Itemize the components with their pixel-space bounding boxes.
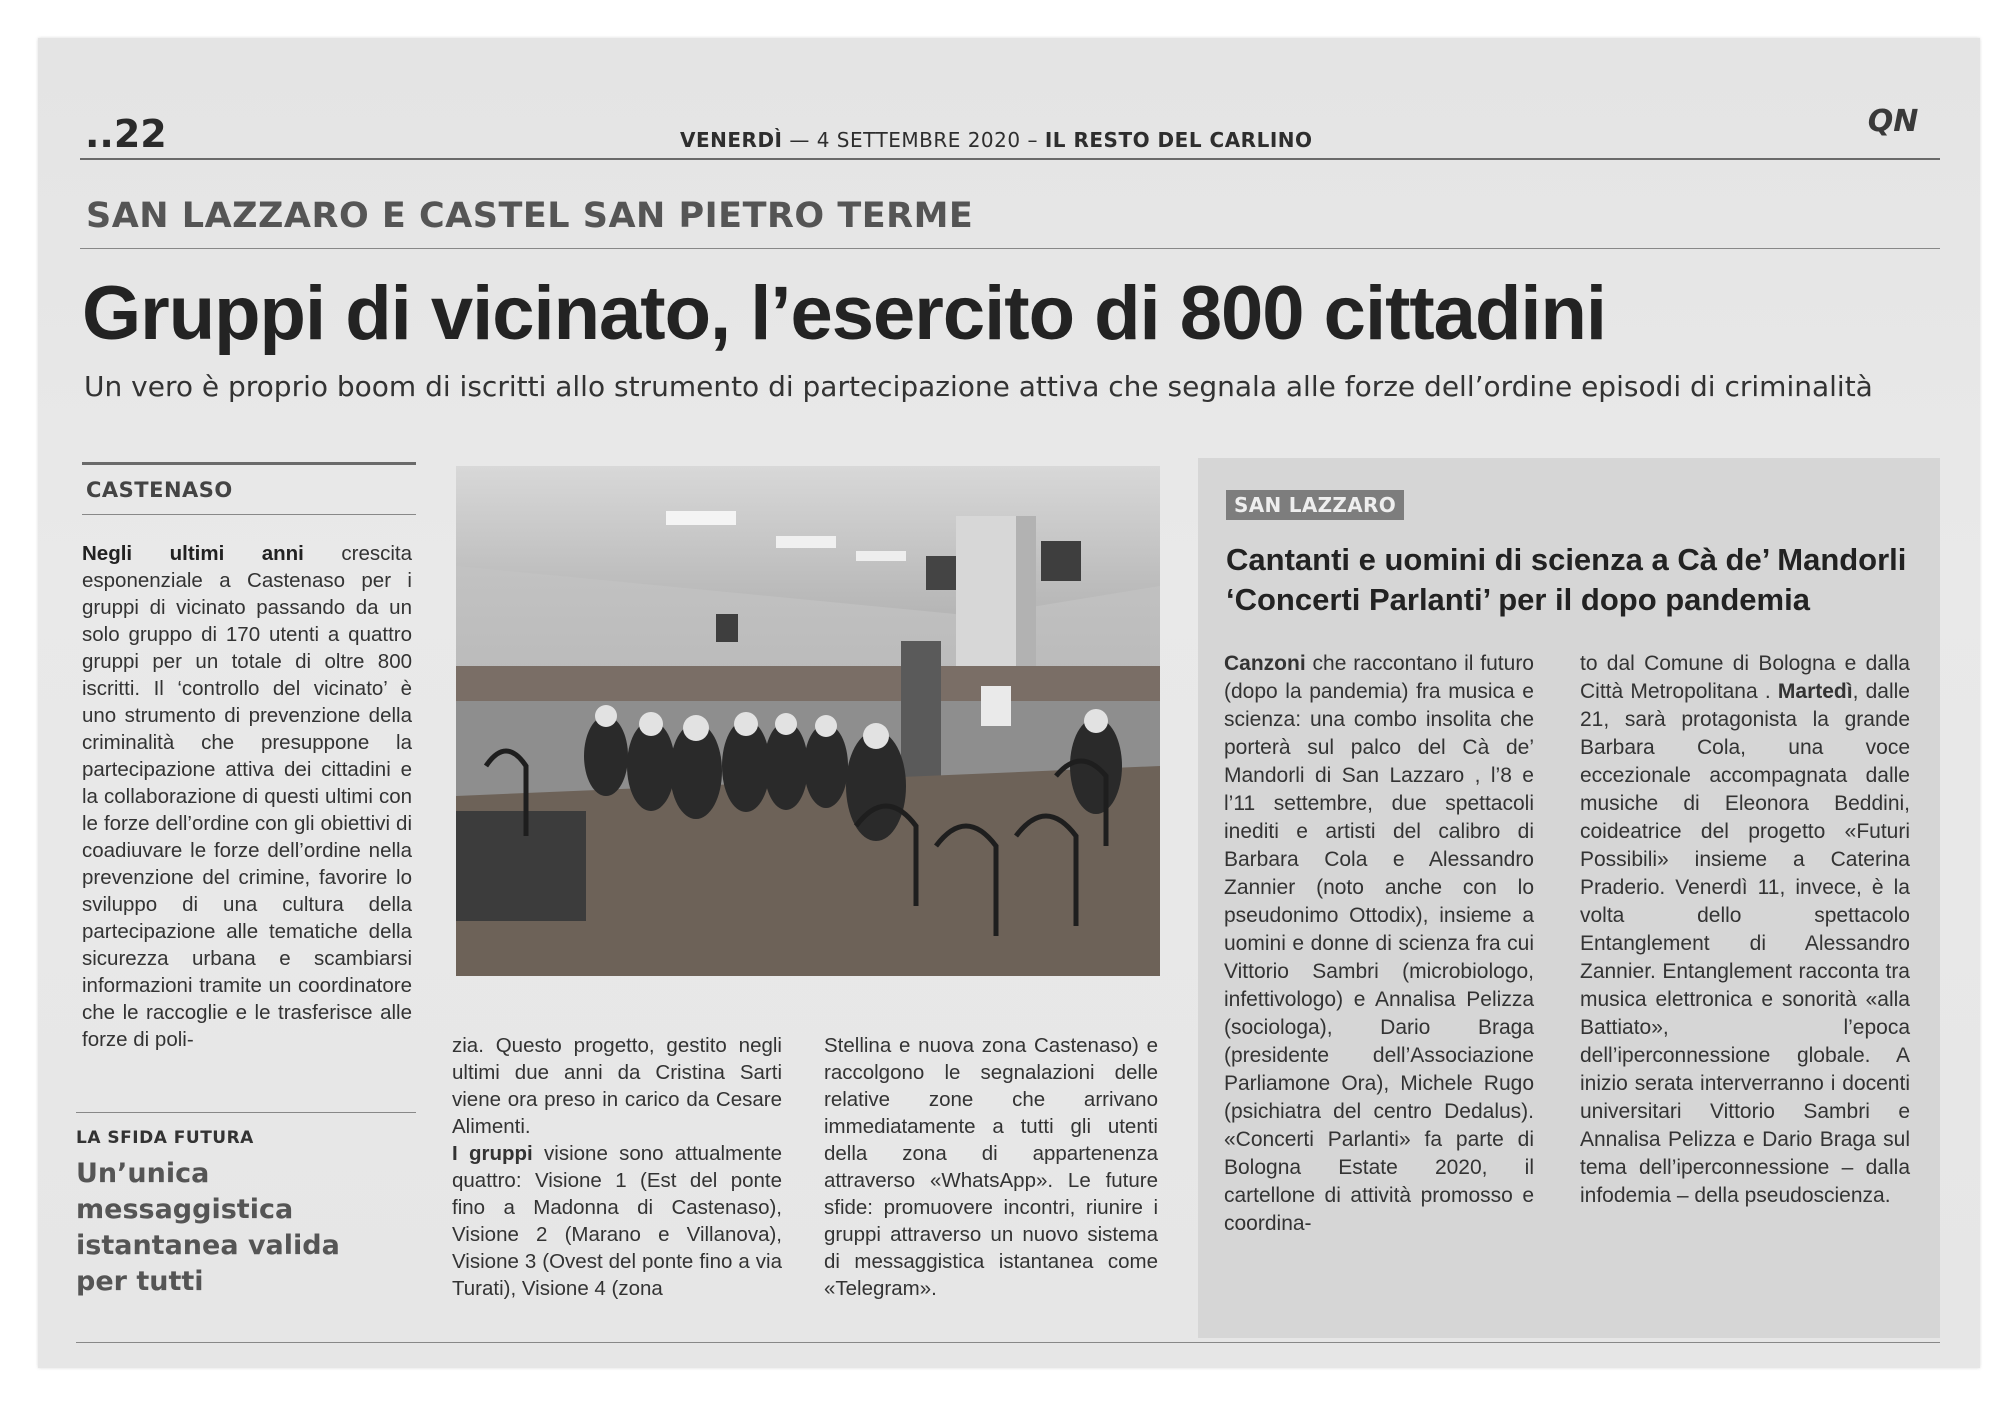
dateline-day: VENERDÌ <box>680 128 783 152</box>
middle-a-paragraph1: zia. Questo progetto, gestito negli ultimi due anni da Cristina Sarti viene ora preso in carico da Cesare Alimenti. <box>452 1034 782 1138</box>
dateline-dash2: – <box>1027 128 1038 152</box>
left-column-body <box>82 540 412 1053</box>
box-column-2 <box>1580 650 1910 1210</box>
box-title <box>1226 540 1926 620</box>
box-col1-lead: Canzoni <box>1224 652 1306 675</box>
middle-column-a <box>452 1032 782 1302</box>
box-col1-text: che raccontano il futuro (dopo la pandemia) fra musica e scienza: una combo insolita che porterà sul palco del Cà de’ Mandorli di San Lazzaro , l’8 e l’11 settembre, due spettacoli inediti e artisti del calibro di Barbara Cola e Alessandro Zannier (noto anche con lo pseudonimo Ottodix), insieme a uomini e donne di scienza fra cui Vittorio Sambri (microbiologo, infettivologo) e Annalisa Pelizza (sociologa), Dario Braga (presidente dell’Associazione Parliamone Ora), Michele Rugo (psichiatra del centro Dedalus). «Concerti Parlanti» fa parte di Bologna Estate 2020, il cartellone di attività promosso e coordina- <box>1224 652 1534 1235</box>
box-column-1 <box>1224 650 1534 1238</box>
sidebar-rule <box>76 1112 416 1113</box>
sidebar-kicker: LA SFIDA FUTURA <box>76 1128 254 1148</box>
middle-column-b: Stellina e nuova zona Castenaso) e raccolgono le segnalazioni delle relative zone che arrivano immediatamente a tutti gli utenti della zona di appartenenza attraverso «WhatsApp». Le future sfide: promuovere incontri, riunire i gruppi attraverso un nuovo sistema di messaggistica istantanea come «Telegram». <box>824 1034 1158 1300</box>
svg-text:QN: QN <box>1867 104 1919 138</box>
middle-a-paragraph2: visione sono attualmente quattro: Visione 1 (Est del ponte fino a Madonna di Castenaso), Visione 2 (Marano e Villanova), Visione 3 (Ovest del ponte fino a via Turati), Visione 4 (zona <box>452 1142 782 1300</box>
newspaper-name: IL RESTO DEL CARLINO <box>1044 128 1313 152</box>
dateline-date: 4 SETTEMBRE 2020 <box>816 128 1021 152</box>
qn-logo-icon <box>1852 104 1934 138</box>
dateline <box>680 128 1313 152</box>
left-lead: Negli ultimi anni <box>82 542 304 565</box>
footer-rule <box>76 1342 1940 1343</box>
box-col2-text-b: , dalle 21, sarà protagonista la grande Barbara Cola, una voce eccezionale accompagnata dalle musiche di Eleonora Beddini, coideatrice del progetto «Futuri Possibili» insieme a Caterina Praderio. Venerdì 11, invece, è la volta dello spettacolo Entanglement di Alessandro Zannier. Entanglement racconta tra musica elettronica e sonorità «alla Battiato», l’epoca dell’iperconnessione globale. A inizio serata interverranno i docenti universitari Vittorio Sambri e Annalisa Pelizza e Dario Braga sul tema dell’iperconnessione – dalla infodemia – della pseudoscienza. <box>1580 680 1910 1207</box>
headline: Gruppi di vicinato, l’esercito di 800 cittadini <box>82 271 1607 356</box>
dateline-dash: — <box>789 128 810 152</box>
box-col2-text-a: to dal Comune di Bologna e dalla Città Metropolitana . <box>1580 652 1910 703</box>
page-number: ..22 <box>85 112 167 156</box>
meeting-room-photo <box>456 466 1160 976</box>
middle-a-lead: I gruppi <box>452 1142 533 1165</box>
box-col2-lead: Martedì <box>1777 680 1853 703</box>
subheadline: Un vero è proprio boom di iscritti allo strumento di partecipazione attiva che segnala alle forze dell’ordine episodi di criminalità <box>84 370 1873 403</box>
box-title-line2: ‘Concerti Parlanti’ per il dopo pandemia <box>1226 582 1810 617</box>
sidebar-title: Un’unica messaggistica istantanea valida per tutti <box>76 1158 340 1297</box>
left-body-text: crescita esponenziale a Castenaso per i gruppi di vicinato passando da un solo gruppo di 170 utenti a quattro gruppi per un totale di oltre 800 iscritti. Il ‘controllo del vicinato’ è uno strumento di prevenzione della criminalità che presuppone la partecipazione attiva dei cittadini e la collaborazione di questi ultimi con le forze dell’ordine con gli obiettivi di coadiuvare le forze dell’ordine nella prevenzione del crimine, favorire lo sviluppo di una cultura della partecipazione alle tematiche della sicurezza urbana e scambiarsi informazioni tramite un coordinatore che le raccoglie e le trasferisce alle forze di poli- <box>82 542 412 1051</box>
box-title-line1: Cantanti e uomini di scienza a Cà de’ Mandorli <box>1226 542 1907 577</box>
section-title: SAN LAZZARO E CASTEL SAN PIETRO TERME <box>86 196 974 236</box>
section-rule <box>80 248 1940 249</box>
left-column-top-rule <box>82 462 416 465</box>
box-tag: SAN LAZZARO <box>1226 490 1404 520</box>
header-rule <box>80 158 1940 160</box>
left-kicker-rule <box>82 514 416 515</box>
left-column-kicker: CASTENASO <box>86 478 233 502</box>
meeting-room-photo-icon <box>456 466 1160 976</box>
